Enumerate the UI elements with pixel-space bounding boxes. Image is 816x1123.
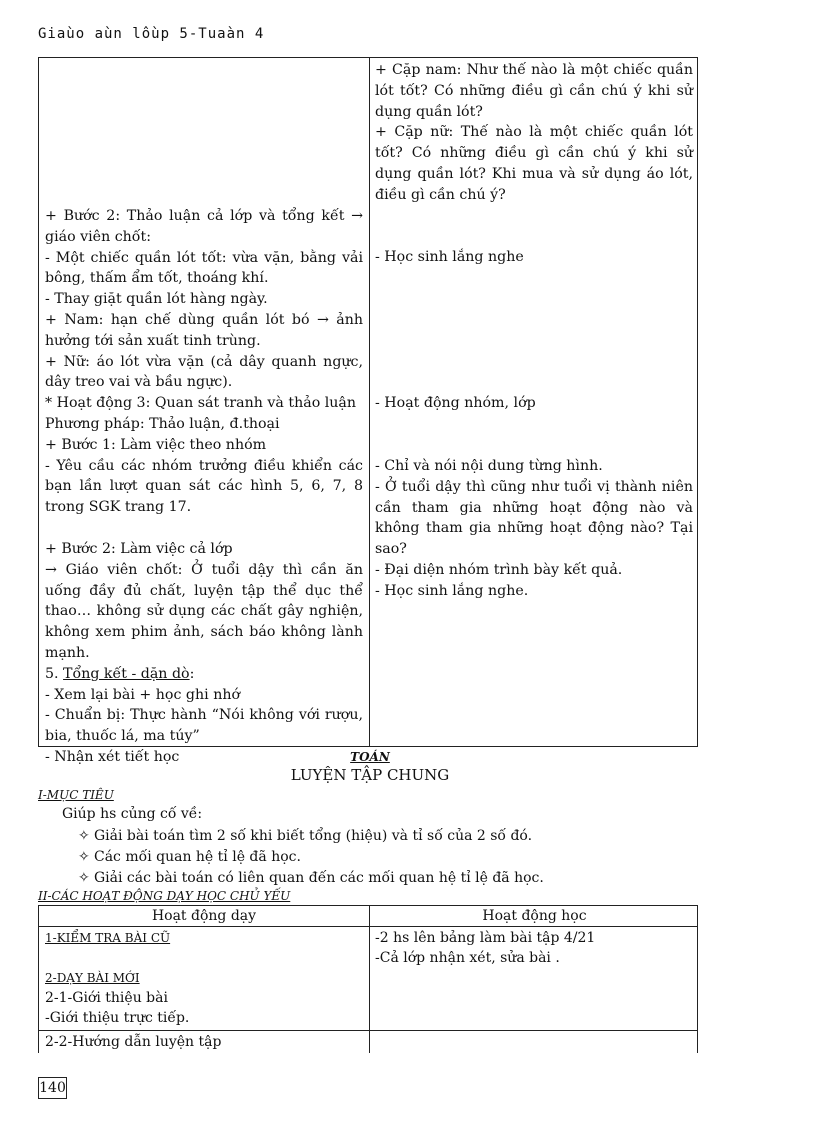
direct-intro: -Giới thiệu trực tiếp. [45, 1010, 190, 1026]
page-number: 140 [38, 1077, 67, 1099]
method-line: Phương pháp: Thảo luận, đ.thoại [45, 415, 280, 432]
header-row-border [39, 926, 697, 927]
group-task: - Yêu cầu các nhóm trưởng điều khiển các bạn lần lượt quan sát các hình 5, 6, 7, 8 trong SGK trang 17. [45, 457, 363, 516]
left-cell-block-1 [45, 206, 363, 518]
class-review: -Cả lớp nhận xét, sửa bài . [375, 950, 560, 966]
conclusion-item: + Nam: hạn chế dùng quần lót bó → ảnh hưởng tới sản xuất tinh trùng. [45, 311, 363, 349]
objective-text: Giải bài toán tìm 2 số khi biết tổng (hiệu) và tỉ số của 2 số đó. [94, 828, 533, 844]
section-activities-heading: II-CÁC HOẠT ĐỘNG DẠY HỌC CHỦ YẾU [38, 889, 291, 903]
column-divider [369, 58, 370, 746]
summary-colon: : [189, 665, 195, 682]
summary-title: Tổng kết - dặn dò [63, 665, 190, 682]
new-lesson-heading-text: 2-DẠY BÀI MỚI [45, 971, 140, 985]
left-cell-block-2 [45, 539, 363, 768]
intro-lesson: 2-1-Giới thiệu bài [45, 990, 168, 1006]
step-2-class: + Bước 2: Làm việc cả lớp [45, 541, 233, 557]
diamond-bullet-icon: ✧ [78, 849, 90, 865]
objective-text: Giải các bài toán có liên quan đến các mối quan hệ tỉ lệ đã học. [94, 870, 544, 886]
column-header-learning: Hoạt động học [482, 908, 587, 924]
student-response: - Chỉ và nói nội dung từng hình. [375, 458, 603, 474]
row-border [39, 1030, 697, 1031]
lesson-title: LUYỆN TẬP CHUNG [290, 766, 450, 784]
summary-number: 5. [45, 665, 64, 682]
review-heading-text: 1-KIỂM TRA BÀI CŨ [45, 931, 171, 945]
student-listen: - Học sinh lắng nghe [375, 249, 524, 265]
right-top-cell [375, 60, 693, 206]
activity-3-heading: * Hoạt động 3: Quan sát tranh và thảo luận [45, 395, 357, 412]
student-response: - Đại diện nhóm trình bày kết quả. [375, 561, 623, 578]
diamond-bullet-icon: ✧ [78, 870, 90, 886]
conclusion-item: - Thay giặt quần lót hàng ngày. [45, 291, 268, 308]
subject-title: TOÁN [350, 750, 390, 764]
objective-item [78, 828, 532, 844]
objective-item [78, 849, 301, 865]
step-2-discussion: + Bước 2: Thảo luận cả lớp và tổng kết → giáo viên chốt: [45, 208, 363, 245]
summary-heading [45, 664, 363, 685]
conclusion-item: + Nữ: áo lót vừa vặn (cả dây quanh ngực, dây treo vai và bầu ngực). [45, 353, 363, 391]
question-pair-male: + Cặp nam: Như thế nào là một chiếc quần lót tốt? Có những điều gì cần chú ý khi sử dụng quần lót? [375, 62, 693, 120]
right-cell-block-3 [375, 456, 693, 602]
prepare-line: - Chuẩn bị: Thực hành “Nói không với rượu, bia, thuốc lá, ma túy” [45, 707, 363, 745]
student-question: - Ở tuổi dậy thì cũng như tuổi vị thành niên cần tham gia những hoạt động nào và không tham gia những hoạt động nào? Tại sao? [375, 478, 693, 558]
new-lesson-heading [45, 968, 140, 988]
question-pair-female: + Cặp nữ: Thế nào là một chiếc quần lót tốt? Có những điều gì cần chú ý khi sử dụng quần lót? Khi mua và sử dụng áo lót, điều gì cần chú ý? [375, 124, 693, 203]
group-activity: - Hoạt động nhóm, lớp [375, 395, 536, 411]
objective-text: Các mối quan hệ tỉ lệ đã học. [94, 849, 301, 865]
student-board-task: -2 hs lên bảng làm bài tập 4/21 [375, 930, 596, 946]
student-listen: - Học sinh lắng nghe. [375, 582, 529, 599]
teacher-conclusion: → Giáo viên chốt: Ở tuổi dậy thì cần ăn uống đầy đủ chất, luyện tập thể dục thể thao… không sử dụng các chất gây nghiện, không xem phim ảnh, sách báo không lành mạnh. [45, 561, 363, 661]
column-header-teaching: Hoạt động dạy [151, 908, 257, 924]
practice-guide: 2-2-Hướng dẫn luyện tập [45, 1034, 222, 1050]
page-header: Giaùo aùn lôùp 5-Tuaàn 4 [38, 26, 265, 42]
step-1-line: + Bước 1: Làm việc theo nhóm [45, 436, 267, 453]
objectives-intro: Giúp hs củng cố về: [62, 806, 203, 822]
section-objectives-heading: I-MỤC TIÊU [38, 788, 114, 802]
conclusion-item: - Một chiếc quần lót tốt: vừa vặn, bằng vải bông, thấm ẩm tốt, thoáng khí. [45, 249, 363, 287]
objective-item [78, 870, 544, 886]
homework-line: - Xem lại bài + học ghi nhớ [45, 686, 241, 703]
review-heading [45, 928, 170, 948]
teaching-activities-table [38, 905, 698, 1053]
review-line: - Nhận xét tiết học [45, 748, 180, 765]
diamond-bullet-icon: ✧ [78, 828, 90, 844]
